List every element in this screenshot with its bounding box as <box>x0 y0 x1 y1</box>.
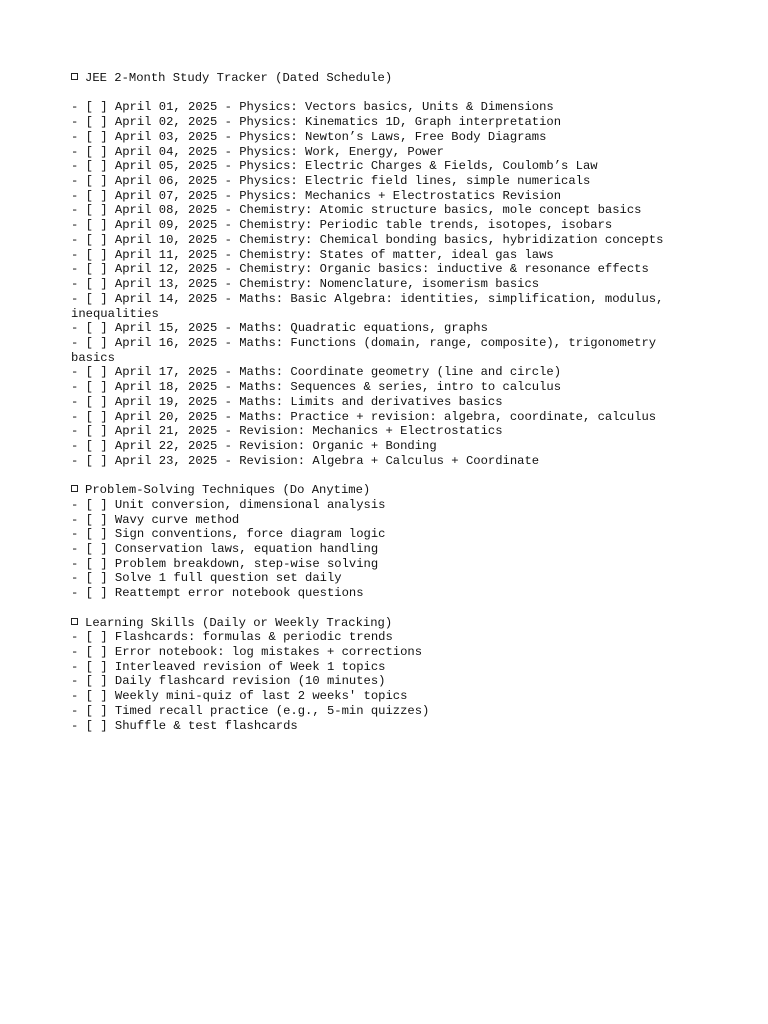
checklist-item: - [ ] April 12, 2025 - Chemistry: Organic basics: inductive & resonance effects <box>71 262 649 277</box>
techniques-list <box>71 498 691 601</box>
schedule-title: JEE 2-Month Study Tracker (Dated Schedule) <box>85 71 393 85</box>
checklist-item: - [ ] Flashcards: formulas & periodic trends <box>71 630 393 645</box>
schedule-heading <box>71 71 691 86</box>
checklist-item: - [ ] Error notebook: log mistakes + corrections <box>71 645 423 660</box>
skills-list <box>71 630 691 733</box>
square-bullet-icon <box>71 73 78 80</box>
checklist-item: - [ ] Weekly mini-quiz of last 2 weeks' topics <box>71 689 408 704</box>
checklist-item: - [ ] Timed recall practice (e.g., 5-min quizzes) <box>71 703 430 718</box>
checklist-item: - [ ] April 17, 2025 - Maths: Coordinate geometry (line and circle) <box>71 365 562 380</box>
checklist-item: - [ ] April 09, 2025 - Chemistry: Periodic table trends, isotopes, isobars <box>71 218 613 233</box>
checklist-item: - [ ] April 22, 2025 - Revision: Organic + Bonding <box>71 438 437 453</box>
checklist-item: - [ ] Interleaved revision of Week 1 topics <box>71 659 386 674</box>
checklist-item: - [ ] April 20, 2025 - Maths: Practice + revision: algebra, coordinate, calculus <box>71 409 657 424</box>
skills-heading <box>71 616 691 631</box>
checklist-item: - [ ] Reattempt error notebook questions <box>71 586 364 601</box>
techniques-section <box>71 483 691 601</box>
checklist-item: - [ ] April 16, 2025 - Maths: Functions (domain, range, composite), trigonometry basics <box>71 335 664 365</box>
schedule-section <box>71 71 691 468</box>
checklist-item: - [ ] April 21, 2025 - Revision: Mechanics + Electrostatics <box>71 424 503 439</box>
checklist-item: - [ ] Problem breakdown, step-wise solving <box>71 556 379 571</box>
checklist-item: - [ ] April 11, 2025 - Chemistry: States of matter, ideal gas laws <box>71 247 554 262</box>
techniques-heading <box>71 483 691 498</box>
checklist-item: - [ ] April 07, 2025 - Physics: Mechanics + Electrostatics Revision <box>71 188 562 203</box>
checklist-item: - [ ] April 15, 2025 - Maths: Quadratic equations, graphs <box>71 321 488 336</box>
skills-section <box>71 616 691 734</box>
square-bullet-icon <box>71 485 78 492</box>
schedule-list <box>71 100 691 468</box>
checklist-item: - [ ] April 08, 2025 - Chemistry: Atomic structure basics, mole concept basics <box>71 203 642 218</box>
checklist-item: - [ ] April 23, 2025 - Revision: Algebra + Calculus + Coordinate <box>71 453 540 468</box>
checklist-item: - [ ] April 04, 2025 - Physics: Work, Energy, Power <box>71 144 444 159</box>
skills-title: Learning Skills (Daily or Weekly Tracking) <box>85 615 393 630</box>
checklist-item: - [ ] April 01, 2025 - Physics: Vectors basics, Units & Dimensions <box>71 100 554 115</box>
checklist-item: - [ ] Wavy curve method <box>71 512 240 527</box>
blank-line <box>71 86 691 101</box>
techniques-title: Problem-Solving Techniques (Do Anytime) <box>85 483 371 498</box>
checklist-item: - [ ] Daily flashcard revision (10 minutes) <box>71 674 386 689</box>
square-bullet-icon <box>71 618 78 625</box>
checklist-item: - [ ] April 14, 2025 - Maths: Basic Algebra: identities, simplification, modulus, inequalities <box>71 291 671 321</box>
checklist-item: - [ ] April 19, 2025 - Maths: Limits and derivatives basics <box>71 394 503 409</box>
checklist-item: - [ ] April 10, 2025 - Chemistry: Chemical bonding basics, hybridization concepts <box>71 232 664 247</box>
checklist-item: - [ ] April 03, 2025 - Physics: Newton’s Laws, Free Body Diagrams <box>71 129 547 144</box>
checklist-item: - [ ] Conservation laws, equation handling <box>71 542 379 556</box>
checklist-item: - [ ] Unit conversion, dimensional analysis <box>71 497 386 512</box>
checklist-item: - [ ] Solve 1 full question set daily <box>71 571 342 586</box>
checklist-item: - [ ] April 02, 2025 - Physics: Kinematics 1D, Graph interpretation <box>71 115 562 130</box>
checklist-item: - [ ] Sign conventions, force diagram logic <box>71 527 386 542</box>
checklist-item: - [ ] Shuffle & test flashcards <box>71 718 298 733</box>
checklist-item: - [ ] April 06, 2025 - Physics: Electric field lines, simple numericals <box>71 174 591 189</box>
checklist-item: - [ ] April 05, 2025 - Physics: Electric Charges & Fields, Coulomb’s Law <box>71 159 598 174</box>
checklist-item: - [ ] April 18, 2025 - Maths: Sequences & series, intro to calculus <box>71 380 562 395</box>
document-page <box>71 71 691 733</box>
checklist-item: - [ ] April 13, 2025 - Chemistry: Nomenclature, isomerism basics <box>71 277 540 292</box>
